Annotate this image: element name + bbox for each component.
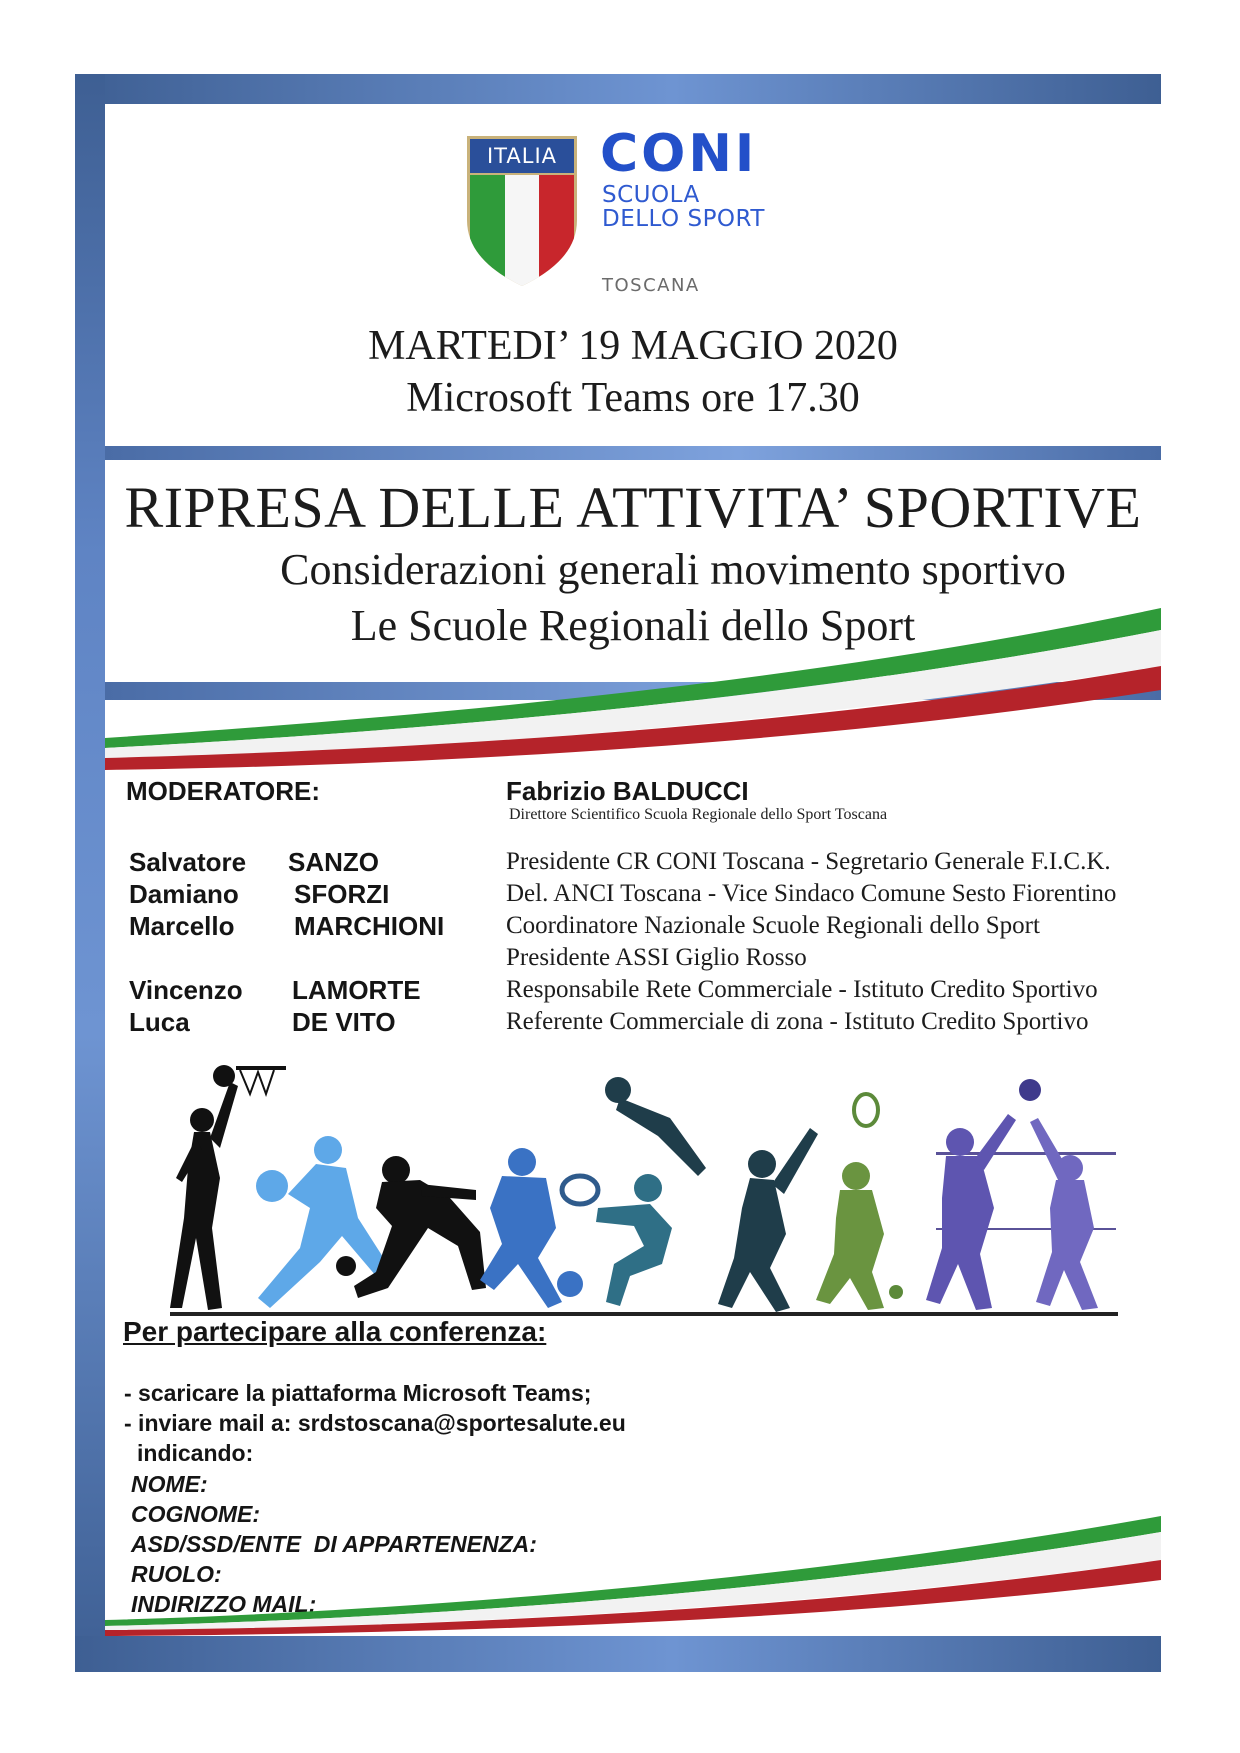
speaker-role: Referente Commerciale di zona - Istituto Credito Sportivo <box>506 1008 1089 1035</box>
speaker-last-name: SANZO <box>288 847 379 877</box>
speaker-role: Coordinatore Nazionale Scuole Regionali dello Sport <box>506 912 1040 939</box>
event-subtitle-2: Le Scuole Regionali dello Sport <box>350 601 916 650</box>
frame-left <box>75 74 105 1672</box>
shield-text: ITALIA <box>486 144 558 168</box>
speaker-role-secondary: Presidente ASSI Giglio Rosso <box>506 944 807 971</box>
frame-bottom <box>75 1636 1161 1672</box>
speaker-first-name: Salvatore <box>129 847 247 877</box>
speaker-role: Del. ANCI Toscana - Vice Sindaco Comune Sesto Fiorentino <box>506 880 1117 907</box>
brand-subtitle-line2: DELLO SPORT <box>602 206 765 232</box>
participation-step: - scaricare la piattaforma Microsoft Teams; <box>124 1380 592 1406</box>
event-date: MARTEDI’ 19 MAGGIO 2020 <box>368 323 898 369</box>
speaker-first-name: Luca <box>129 1007 190 1037</box>
moderator-name: Fabrizio BALDUCCI <box>506 776 749 806</box>
italia-shield-icon <box>463 132 581 290</box>
participation-step: indicando: <box>137 1440 254 1466</box>
participation-step: - inviare mail a: srdstoscana@sportesalute.eu <box>124 1410 626 1436</box>
form-field-label: NOME: <box>131 1471 208 1497</box>
form-field-label: RUOLO: <box>131 1561 222 1587</box>
brand-name: CONI <box>600 124 758 184</box>
speaker-role: Responsabile Rete Commerciale - Istituto Credito Sportivo <box>506 976 1098 1003</box>
event-subtitle-1: Considerazioni generali movimento sportivo <box>280 545 1066 594</box>
region-label: TOSCANA <box>602 275 700 296</box>
speaker-last-name: MARCHIONI <box>294 911 445 941</box>
tricolor-swoosh-top <box>105 600 1161 780</box>
event-place-time: Microsoft Teams ore 17.30 <box>406 375 860 421</box>
speaker-first-name: Damiano <box>129 879 239 909</box>
divider-band <box>105 446 1161 460</box>
form-field-label: INDIRIZZO MAIL: <box>131 1591 317 1617</box>
speaker-last-name: SFORZI <box>294 879 390 909</box>
moderator-label: MODERATORE: <box>126 776 321 806</box>
speaker-first-name: Vincenzo <box>129 975 243 1005</box>
brand-subtitle-line1: SCUOLA <box>602 182 700 208</box>
brand-subtitle <box>602 183 765 231</box>
participation-title: Per partecipare alla conferenza: <box>123 1316 547 1347</box>
form-field-label: ASD/SSD/ENTE DI APPARTENENZA: <box>131 1531 537 1557</box>
speaker-role: Presidente CR CONI Toscana - Segretario Generale F.I.C.K. <box>506 848 1111 875</box>
form-field-label: COGNOME: <box>131 1501 261 1527</box>
speaker-first-name: Marcello <box>129 911 235 941</box>
speaker-last-name: LAMORTE <box>292 975 421 1005</box>
moderator-role: Direttore Scientifico Scuola Regionale dello Sport Toscana <box>509 806 888 823</box>
tricolor-swoosh-bottom <box>105 1508 1161 1636</box>
sports-silhouettes-icon <box>150 1058 1120 1320</box>
speaker-last-name: DE VITO <box>292 1007 396 1037</box>
frame-top <box>75 74 1161 104</box>
event-title: RIPRESA DELLE ATTIVITA’ SPORTIVE <box>124 475 1142 540</box>
